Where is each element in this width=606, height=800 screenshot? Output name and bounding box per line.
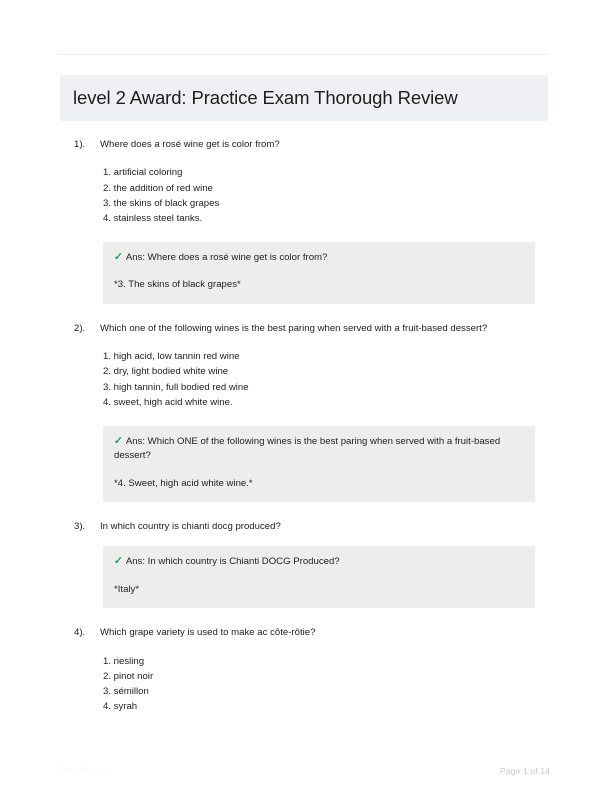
answer-box [103, 546, 535, 608]
option-item: 3. high tannin, full bodied red wine [103, 381, 249, 393]
answer-box [103, 426, 535, 502]
option-item: 4. stainless steel tanks. [103, 212, 203, 224]
answer-value: *Italy* [114, 583, 140, 595]
answer-heading-row [114, 555, 524, 569]
option-item: 1. riesling [103, 655, 145, 667]
footer-watermark: PaperTitle.com [56, 766, 111, 775]
question-text: Where does a rosé wine get is color from? [100, 139, 280, 150]
page-footer [0, 756, 606, 800]
option-list [103, 349, 548, 410]
top-divider [58, 54, 548, 55]
green-check-icon: ✓ [114, 555, 123, 568]
answer-heading-row [114, 251, 524, 265]
questions-container [0, 138, 606, 732]
option-item: 1. artificial coloring [103, 167, 183, 179]
question-number: 4). [74, 627, 86, 639]
option-item: 2. pinot noir [103, 670, 154, 682]
footer-page-number: Page 1 of 14 [500, 766, 550, 776]
green-check-icon: ✓ [114, 434, 123, 447]
answer-box [103, 242, 535, 304]
option-item: 2. the addition of red wine [103, 182, 213, 194]
document-title-band [60, 75, 548, 121]
option-item: 4. sweet, high acid white wine. [103, 396, 233, 408]
question-block [0, 520, 606, 608]
option-item: 3. the skins of black grapes [103, 197, 220, 209]
option-list [103, 654, 548, 715]
question-text: Which grape variety is used to make ac côte-rôtie? [100, 627, 316, 639]
answer-value: *4. Sweet, high acid white wine.* [114, 477, 253, 489]
option-item: 1. high acid, low tannin red wine [103, 351, 240, 363]
question-number: 1). [74, 139, 86, 150]
question-block [0, 626, 606, 714]
green-check-icon: ✓ [114, 251, 123, 264]
question-text: Which one of the following wines is the best paring when served with a fruit-based dessert? [100, 322, 488, 334]
answer-heading-text: Ans: Where does a rosé wine get is color from? [125, 252, 328, 264]
answer-value: *3. The skins of black grapes* [114, 279, 241, 291]
answer-heading-row [114, 435, 524, 464]
page-title: level 2 Award: Practice Exam Thorough Review [73, 86, 458, 108]
question-number: 2). [74, 322, 86, 334]
question-block [0, 138, 606, 304]
option-list [103, 165, 548, 226]
answer-heading-text: Ans: In which country is Chianti DOCG Produced? [125, 556, 340, 568]
question-number: 3). [74, 520, 86, 532]
option-item: 2. dry, light bodied white wine [103, 366, 229, 378]
option-item: 4. syrah [103, 701, 138, 713]
answer-heading-text: Ans: Which ONE of the following wines is the best paring when served with a fruit-based dessert? [114, 435, 501, 462]
option-item: 3. sémillon [103, 685, 149, 697]
question-block [0, 322, 606, 502]
question-text: In which country is chianti docg produced? [100, 520, 281, 532]
